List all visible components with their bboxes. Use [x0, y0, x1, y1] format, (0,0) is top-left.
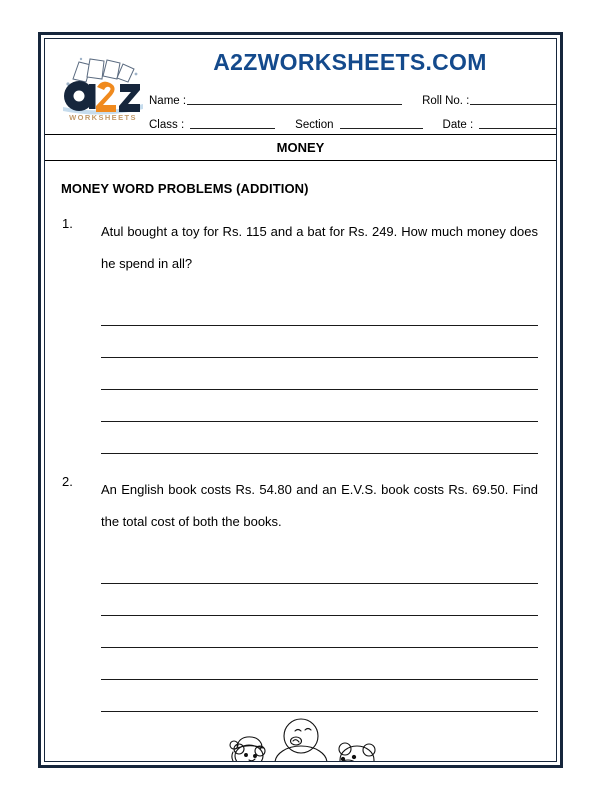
svg-text:WORKSHEETS: WORKSHEETS	[69, 113, 137, 122]
class-input-line[interactable]	[190, 117, 275, 129]
answer-line[interactable]	[101, 616, 538, 648]
section-input-line[interactable]	[340, 117, 423, 129]
answer-line[interactable]	[101, 648, 538, 680]
name-input-line[interactable]	[187, 93, 402, 105]
worksheet-page	[38, 32, 563, 768]
worksheet-title: MONEY	[45, 135, 556, 161]
date-input-line[interactable]	[479, 117, 557, 129]
answer-line[interactable]	[101, 422, 538, 454]
question-2	[55, 474, 546, 538]
student-info-fields	[149, 83, 548, 131]
roll-no-input-line[interactable]	[470, 93, 557, 105]
name-label: Name :	[149, 95, 187, 107]
brand-title: A2ZWORKSHEETS.COM	[213, 49, 487, 75]
answer-line[interactable]	[101, 358, 538, 390]
snowman-with-children-line-art	[55, 716, 546, 762]
question-1-answer-lines	[55, 294, 546, 454]
section-label: Section	[295, 119, 334, 131]
worksheet-header	[45, 39, 556, 135]
question-1	[55, 216, 546, 280]
question-1-number: 1.	[62, 216, 73, 231]
question-1-text: Atul bought a toy for Rs. 115 and a bat for Rs. 249. How much money does he spend in all?	[101, 224, 538, 271]
class-section-date-row	[149, 107, 548, 131]
roll-no-label: Roll No. :	[422, 95, 470, 107]
answer-line[interactable]	[101, 326, 538, 358]
date-label: Date :	[442, 119, 474, 131]
class-label: Class :	[149, 119, 185, 131]
section-heading: MONEY WORD PROBLEMS (ADDITION)	[61, 181, 309, 196]
answer-line[interactable]	[101, 584, 538, 616]
answer-line[interactable]	[101, 552, 538, 584]
worksheet-page-inner	[44, 38, 557, 762]
answer-line[interactable]	[101, 294, 538, 326]
a2z-worksheets-logo	[57, 51, 149, 123]
answer-line[interactable]	[101, 680, 538, 712]
question-2-number: 2.	[62, 474, 73, 489]
worksheet-body	[45, 181, 556, 762]
answer-line[interactable]	[101, 390, 538, 422]
question-2-text: An English book costs Rs. 54.80 and an E.V.S. book costs Rs. 69.50. Find the total cost of both the books.	[101, 482, 538, 529]
question-2-answer-lines	[55, 552, 546, 712]
name-roll-row	[149, 83, 548, 107]
